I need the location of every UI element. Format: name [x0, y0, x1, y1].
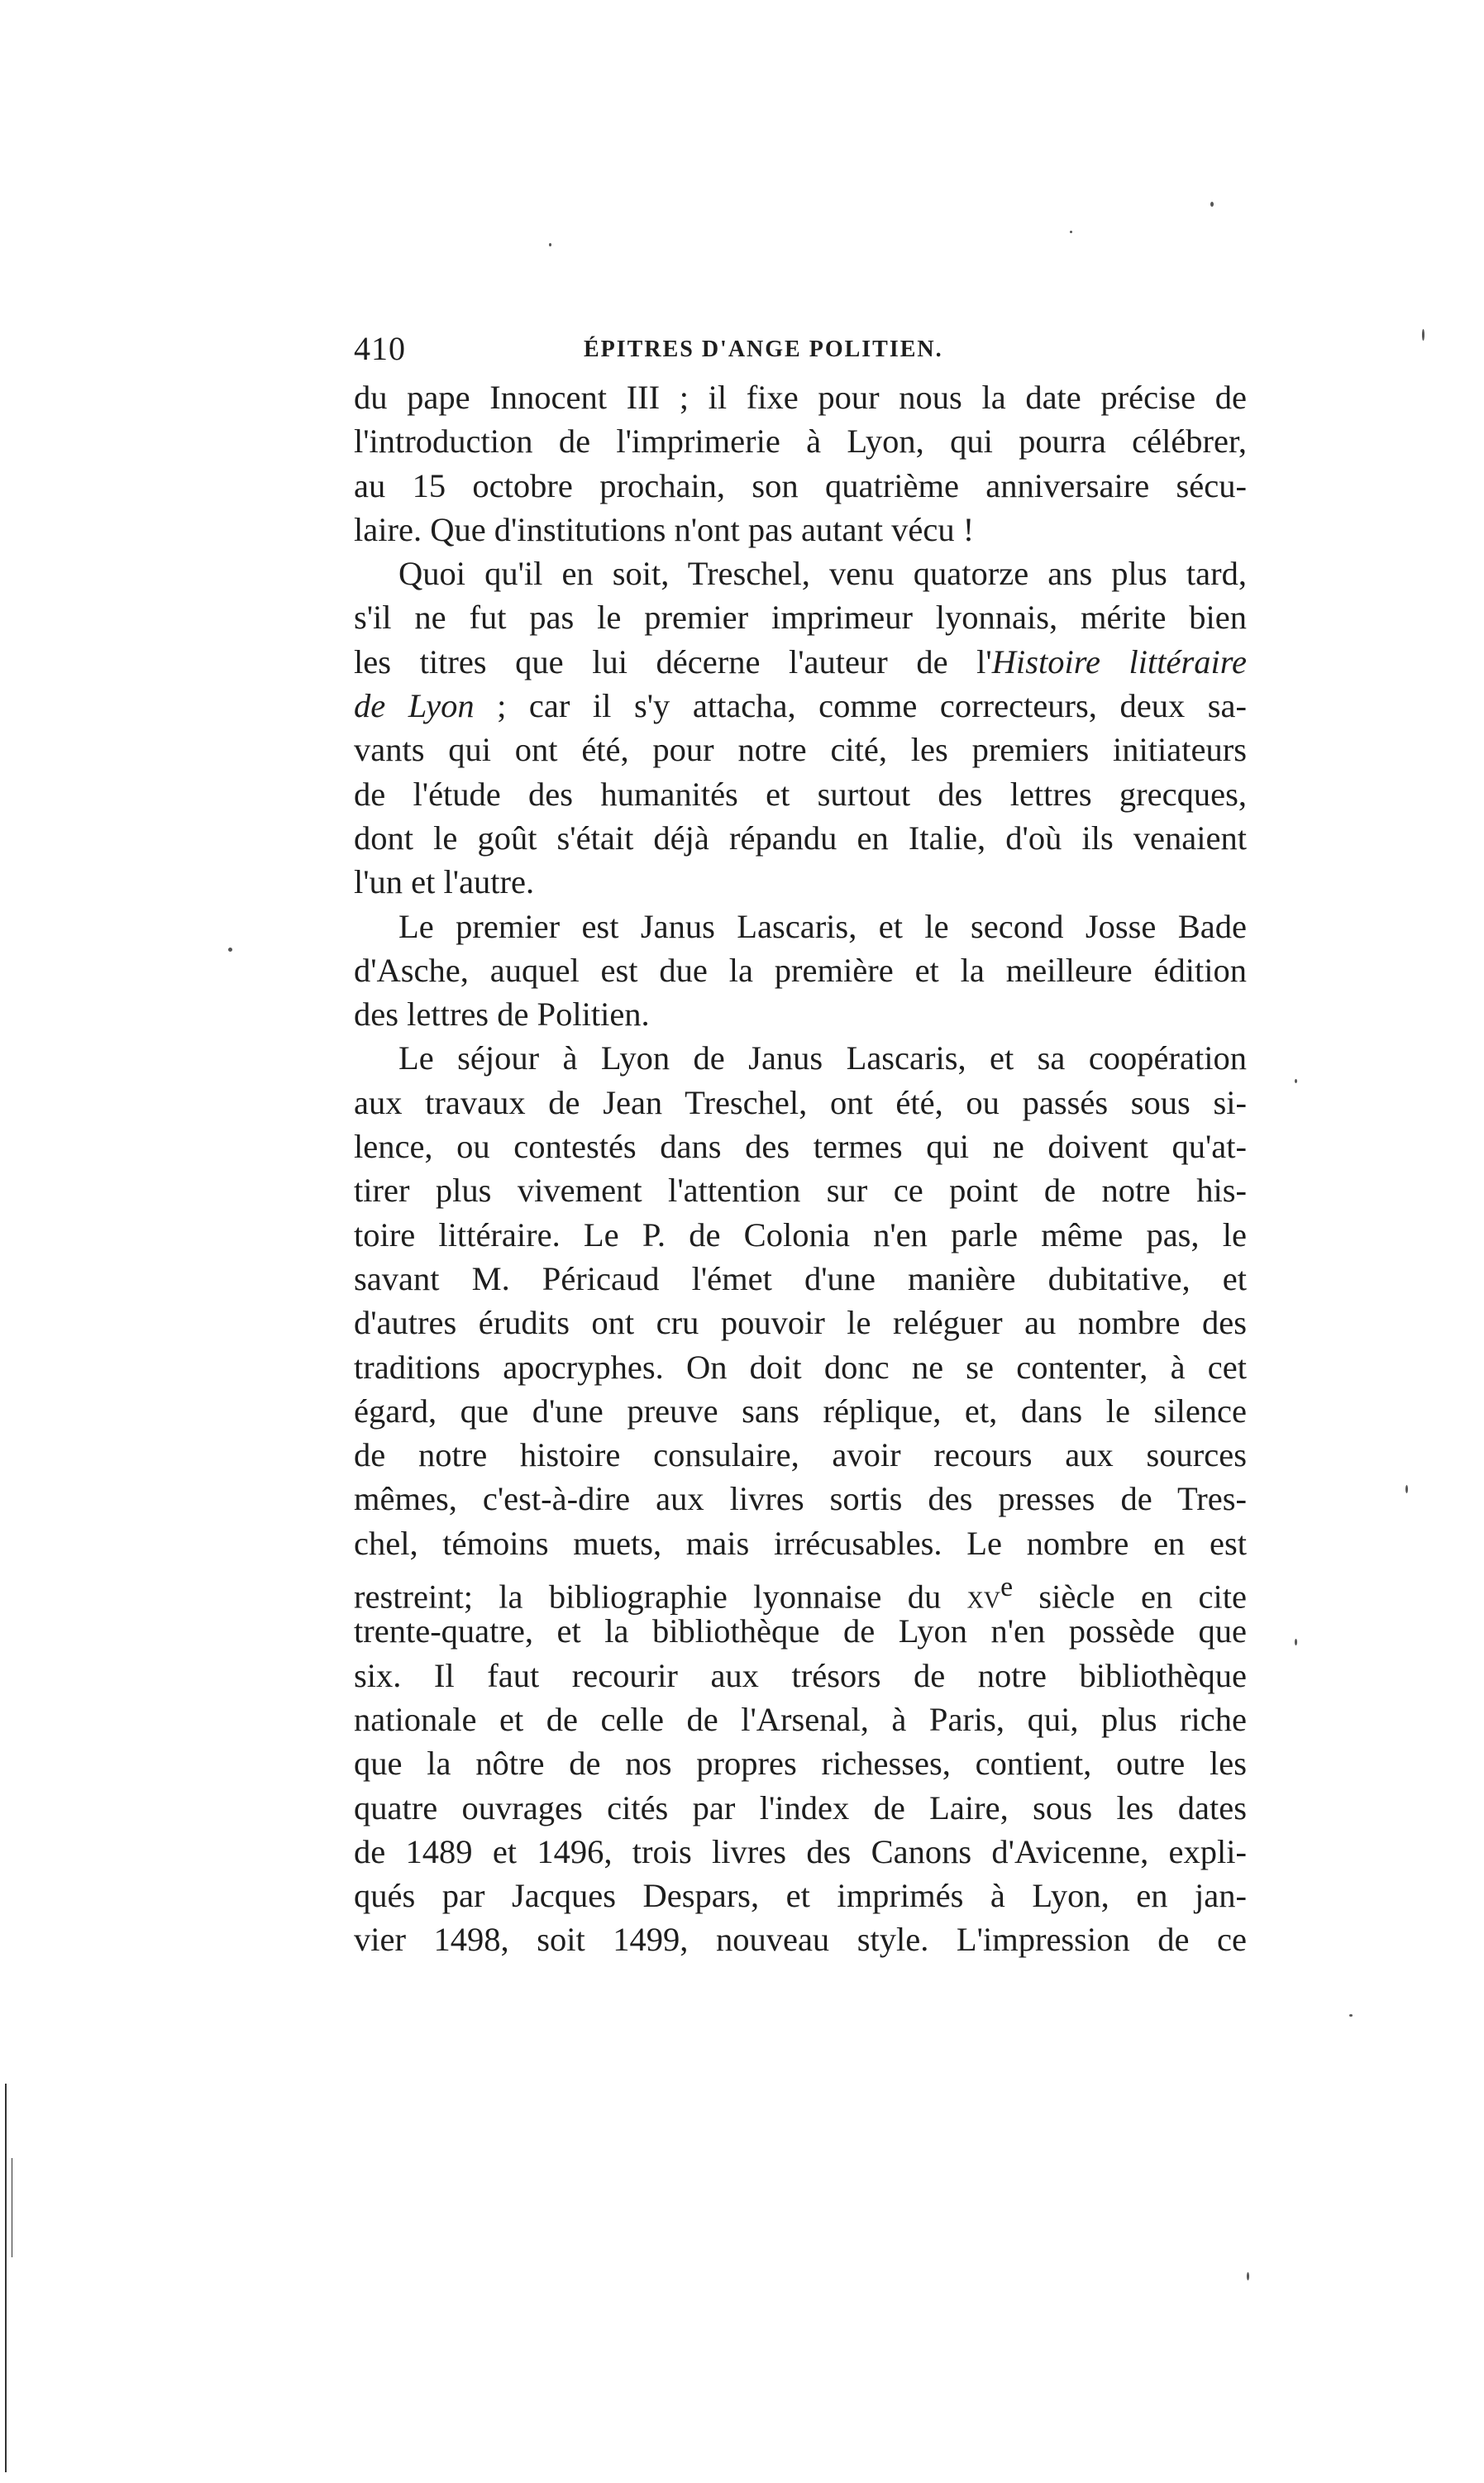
text-line: qués par Jacques Despars, et imprimés à Lyon, en jan- [354, 1877, 1247, 1915]
text-line: aux travaux de Jean Treschel, ont été, ou passés sous si- [354, 1083, 1247, 1121]
text-line: du pape Innocent III ; il fixe pour nous la date précise de [354, 379, 1247, 416]
text-line: l'introduction de l'imprimerie à Lyon, qui pourra célébrer, [354, 423, 1247, 461]
text-line: vants qui ont été, pour notre cité, les premiers initiateurs [354, 731, 1247, 769]
page-number: 410 [354, 330, 406, 367]
scan-speck [1210, 202, 1214, 207]
text-line: de notre histoire consulaire, avoir recours aux sources [354, 1436, 1247, 1474]
text-line: d'autres érudits ont cru pouvoir le reléguer au nombre des [354, 1304, 1247, 1342]
text-line: vier 1498, soit 1499, nouveau style. L'impression de ce [354, 1921, 1247, 1959]
text-line: égard, que d'une preuve sans réplique, et, dans le silence [354, 1392, 1247, 1430]
text-line: traditions apocryphes. On doit donc ne se contenter, à cet [354, 1348, 1247, 1386]
scan-speck [228, 948, 232, 952]
text-line: de l'étude des humanités et surtout des lettres grecques, [354, 775, 1247, 813]
text-line: laire. Que d'institutions n'ont pas autant vécu ! [354, 510, 975, 548]
text-line: chel, témoins muets, mais irrécusables. Le nombre en est [354, 1524, 1247, 1562]
text-line: tirer plus vivement l'attention sur ce point de notre his- [354, 1172, 1247, 1210]
text-line: lence, ou contestés dans des termes qui ne doivent qu'at- [354, 1128, 1247, 1166]
scan-speck [1405, 1485, 1408, 1493]
text-line: dont le goût s'était déjà répandu en Italie, d'où ils venaient [354, 819, 1247, 857]
text-line: toire littéraire. Le P. de Colonia n'en parle même pas, le [354, 1215, 1247, 1253]
text-segment: ; car il s'y attacha, comme correcteurs, deux sa- [474, 687, 1247, 725]
text-line: six. Il faut recourir aux trésors de notre bibliothèque [354, 1656, 1247, 1694]
century-superscript: e [1000, 1572, 1014, 1603]
scan-speck [1295, 1079, 1297, 1083]
scan-speck [1070, 231, 1072, 233]
text-line: au 15 octobre prochain, son quatrième anniversaire sécu- [354, 466, 1247, 504]
paragraph-start-line: Le premier est Janus Lascaris, et le second Josse Bade [398, 907, 1247, 945]
scan-speck [1247, 2272, 1249, 2280]
paragraph-start-line: Le séjour à Lyon de Janus Lascaris, et sa coopération [398, 1039, 1247, 1077]
text-line [354, 640, 1247, 684]
text-segment: les titres que lui décerne l'auteur de l' [354, 642, 992, 680]
text-segment: restreint; la bibliographie lyonnaise du [354, 1578, 967, 1616]
book-title-italic: Histoire littéraire [991, 642, 1248, 680]
text-line: trente-quatre, et la bibliothèque de Lyon n'en possède que [354, 1612, 1247, 1650]
text-line: d'Asche, auquel est due la première et la meilleure édition [354, 951, 1247, 989]
scan-speck [1349, 2014, 1353, 2017]
century-numeral: xv [966, 1578, 1001, 1616]
text-line: quatre ouvrages cités par l'index de Laire, sous les dates [354, 1788, 1247, 1826]
text-line [354, 684, 1247, 728]
book-title-italic-continued: de Lyon [354, 687, 475, 725]
text-line: savant M. Péricaud l'émet d'une manière dubitative, et [354, 1259, 1247, 1297]
text-segment: siècle en cite [1013, 1578, 1248, 1616]
text-line: que la nôtre de nos propres richesses, contient, outre les [354, 1745, 1247, 1783]
text-line: s'il ne fut pas le premier imprimeur lyonnais, mérite bien [354, 599, 1247, 637]
running-title: ÉPITRES D'ANGE POLITIEN. [584, 337, 943, 362]
scan-speck [549, 243, 551, 246]
body-text [354, 375, 1247, 1962]
page-header [354, 328, 1247, 370]
text-line [354, 1565, 1248, 1616]
text-line: des lettres de Politien. [354, 996, 650, 1034]
text-line: de 1489 et 1496, trois livres des Canons d'Avicenne, expli- [354, 1832, 1247, 1870]
page-edge-shadow [5, 2084, 7, 2472]
scan-speck [1295, 1639, 1297, 1645]
scan-speck [1422, 329, 1424, 341]
text-line: mêmes, c'est-à-dire aux livres sortis des presses de Tres- [354, 1480, 1247, 1518]
paragraph-start-line: Quoi qu'il en soit, Treschel, venu quatorze ans plus tard, [398, 555, 1247, 593]
text-line: nationale et de celle de l'Arsenal, à Paris, qui, plus riche [354, 1700, 1247, 1738]
text-line: l'un et l'autre. [354, 863, 535, 901]
